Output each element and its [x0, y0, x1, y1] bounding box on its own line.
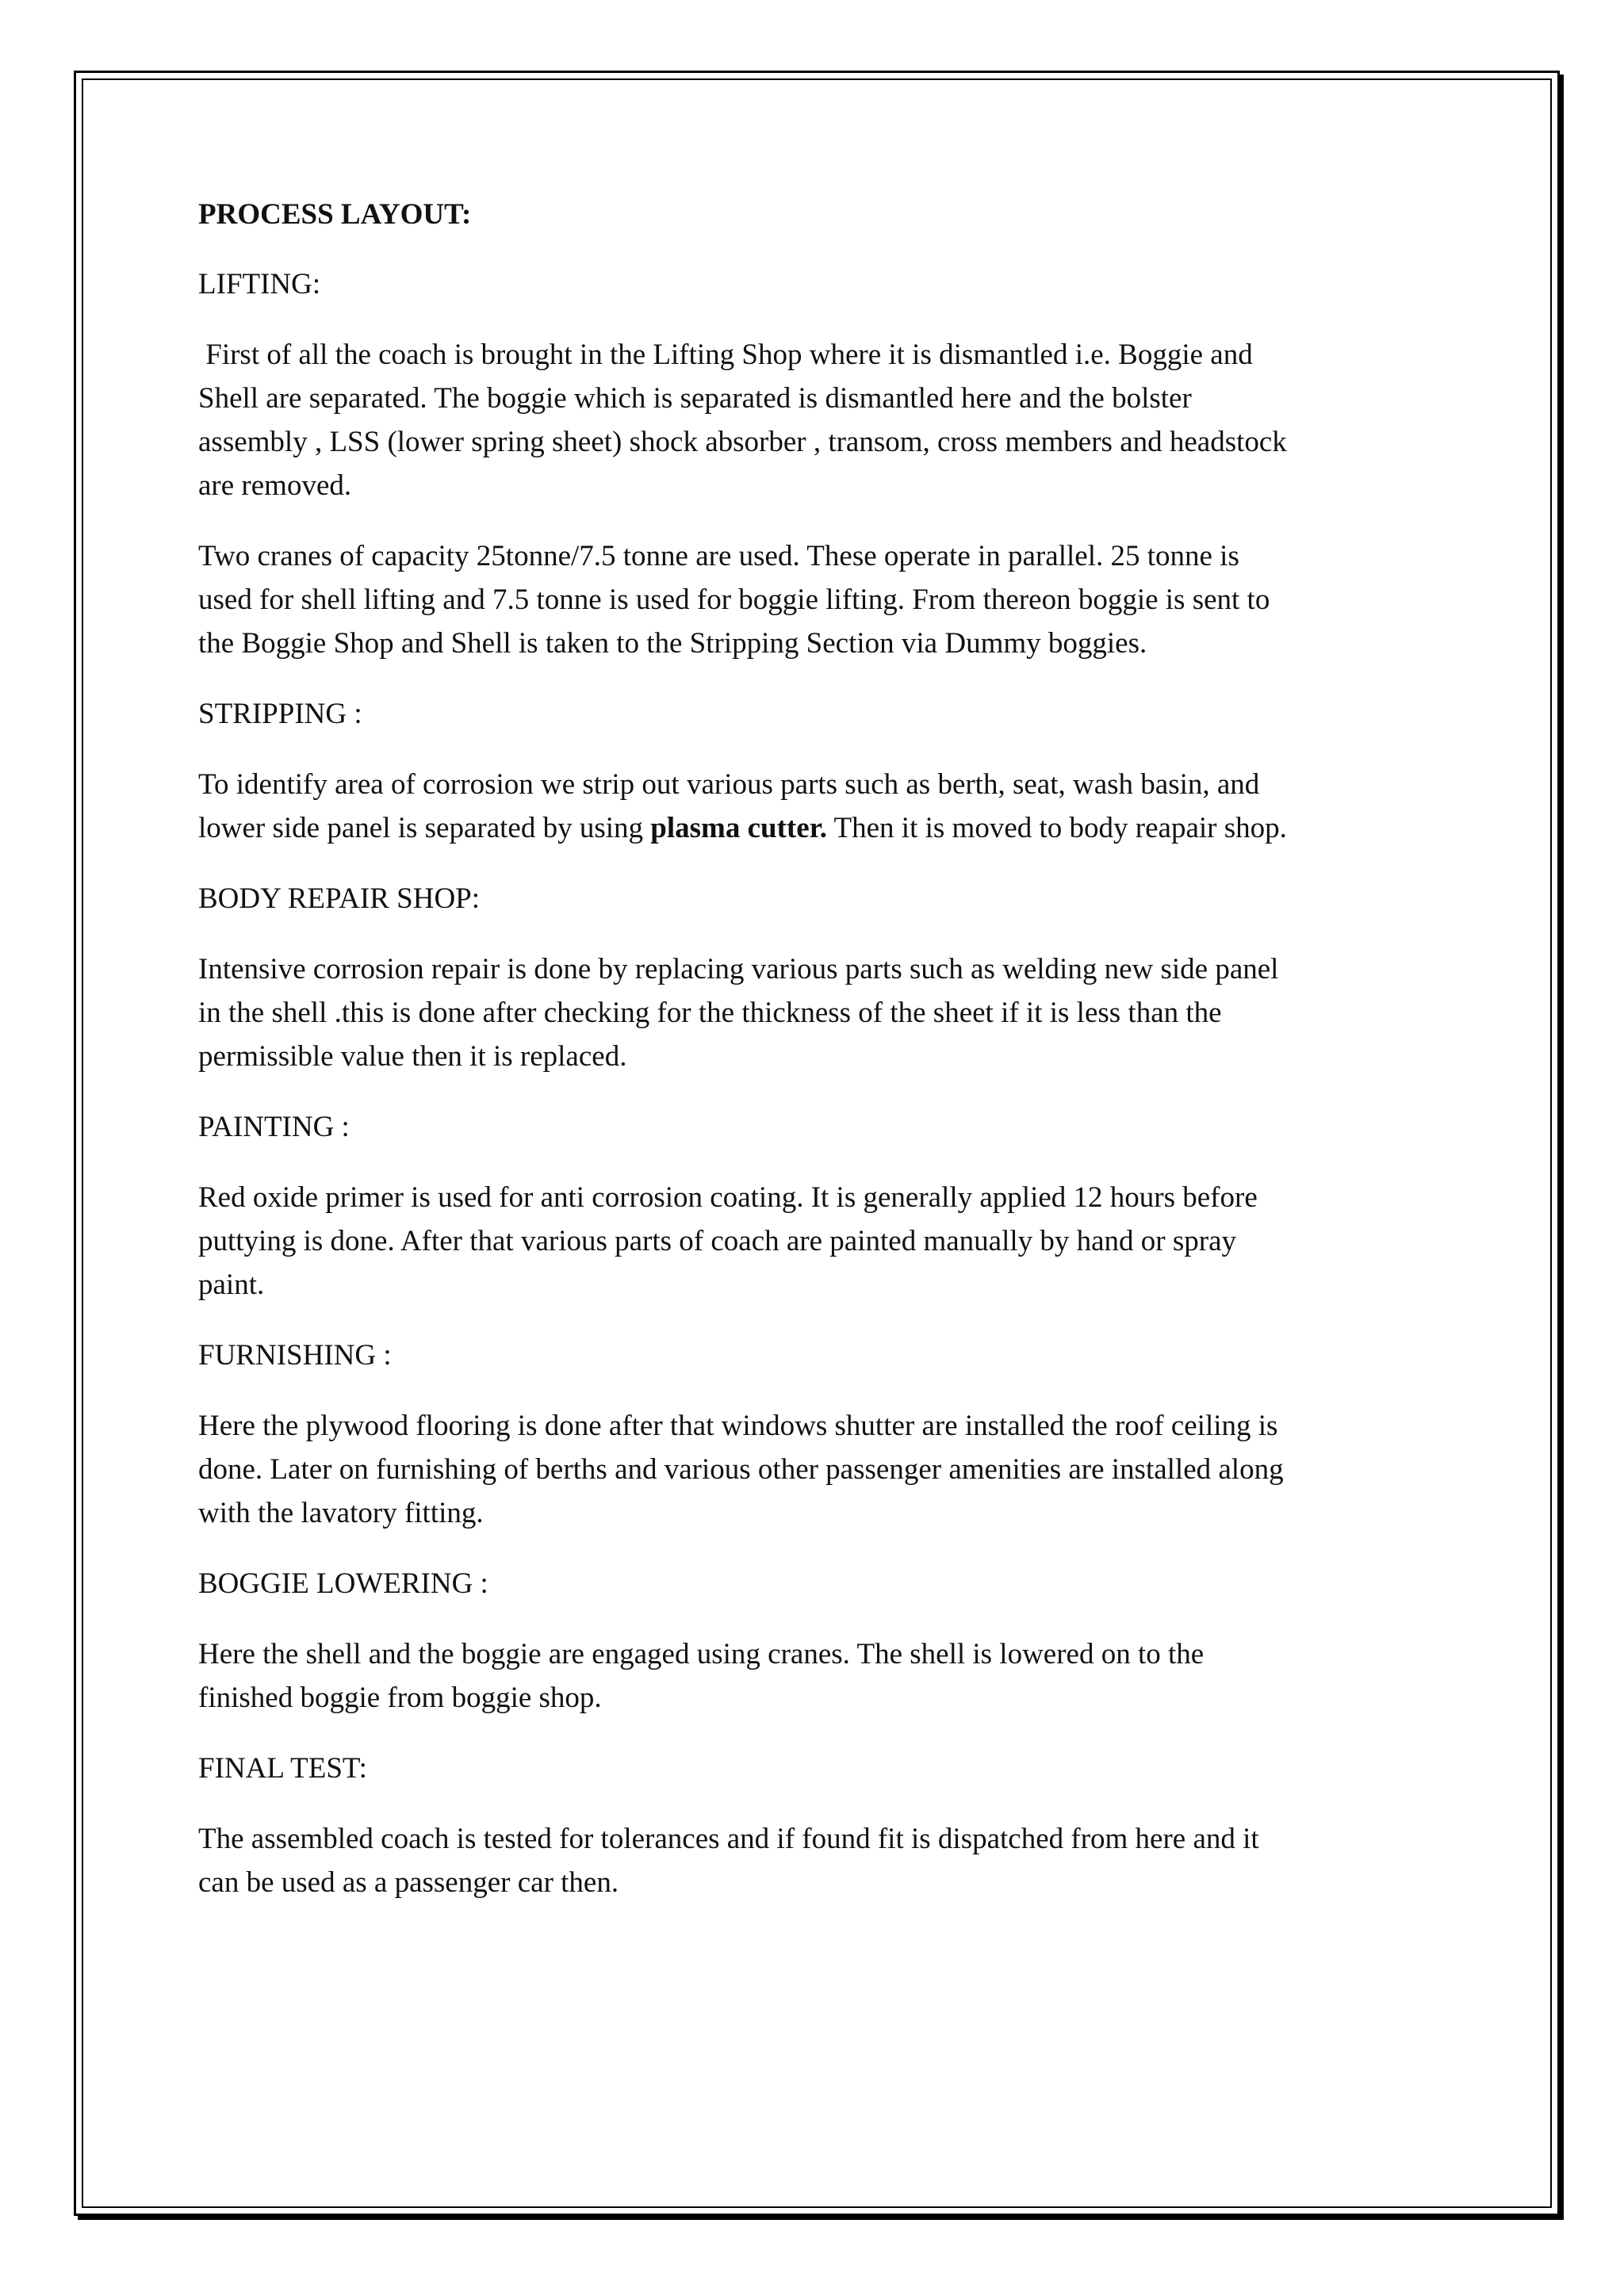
text-line: First of all the coach is brought in the Lifting Shop where it is dismantled i.e. Boggie and — [198, 339, 1253, 371]
section-heading-painting: PAINTING : — [198, 1111, 350, 1143]
paragraph-boggie-lowering — [198, 1632, 1435, 1720]
paragraph-stripping — [198, 763, 1435, 850]
section-heading-boggie-lowering: BOGGIE LOWERING : — [198, 1567, 488, 1600]
text-line: finished boggie from boggie shop. — [198, 1682, 602, 1714]
text-line: in the shell .this is done after checking for the thickness of the sheet if it is less than the — [198, 997, 1222, 1029]
text-line: can be used as a passenger car then. — [198, 1866, 619, 1899]
section-heading-furnishing: FURNISHING : — [198, 1339, 392, 1372]
paragraph-painting — [198, 1176, 1435, 1307]
bold-term-plasma-cutter: plasma cutter. — [650, 812, 827, 844]
text-line: Shell are separated. The boggie which is separated is dismantled here and the bolster — [198, 382, 1192, 415]
text-line: used for shell lifting and 7.5 tonne is used for boggie lifting. From thereon boggie is sent to — [198, 584, 1270, 616]
document-body — [198, 193, 1435, 1931]
text-line: done. Later on furnishing of berths and various other passenger amenities are installed along — [198, 1453, 1284, 1486]
section-heading-body-repair-shop: BODY REPAIR SHOP: — [198, 882, 481, 915]
document-title: PROCESS LAYOUT: — [198, 198, 472, 231]
paragraph-lifting-2 — [198, 534, 1435, 665]
paragraph-body-repair — [198, 947, 1435, 1078]
text-line: permissible value then it is replaced. — [198, 1040, 627, 1073]
section-heading-final-test: FINAL TEST: — [198, 1752, 367, 1785]
text-line: are removed. — [198, 469, 352, 502]
text-line-mixed — [198, 806, 1435, 850]
paragraph-final-test — [198, 1817, 1435, 1904]
text-line: with the lavatory fitting. — [198, 1497, 484, 1529]
text-line: paint. — [198, 1269, 265, 1301]
text-line: Here the plywood flooring is done after that windows shutter are installed the roof ceiling is — [198, 1410, 1278, 1442]
text-line: Here the shell and the boggie are engaged using cranes. The shell is lowered on to the — [198, 1638, 1205, 1670]
section-heading-lifting: LIFTING: — [198, 268, 321, 300]
text-line: assembly , LSS (lower spring sheet) shock absorber , transom, cross members and headstock — [198, 426, 1287, 458]
text-line: Two cranes of capacity 25tonne/7.5 tonne are used. These operate in parallel. 25 tonne is — [198, 540, 1239, 572]
text-line: puttying is done. After that various parts of coach are painted manually by hand or spray — [198, 1225, 1237, 1257]
section-heading-stripping: STRIPPING : — [198, 698, 362, 730]
text-line: Intensive corrosion repair is done by replacing various parts such as welding new side panel — [198, 953, 1279, 985]
text-line: the Boggie Shop and Shell is taken to the Stripping Section via Dummy boggies. — [198, 627, 1147, 660]
text-line: The assembled coach is tested for tolerances and if found fit is dispatched from here and it — [198, 1823, 1259, 1855]
text-run: lower side panel is separated by using — [198, 812, 651, 844]
text-run: Then it is moved to body reapair shop. — [826, 812, 1287, 844]
text-line: To identify area of corrosion we strip out various parts such as berth, seat, wash basin, and — [198, 768, 1260, 801]
paragraph-lifting-1 — [198, 333, 1435, 507]
paragraph-furnishing — [198, 1404, 1435, 1535]
text-line: Red oxide primer is used for anti corrosion coating. It is generally applied 12 hours before — [198, 1181, 1258, 1214]
